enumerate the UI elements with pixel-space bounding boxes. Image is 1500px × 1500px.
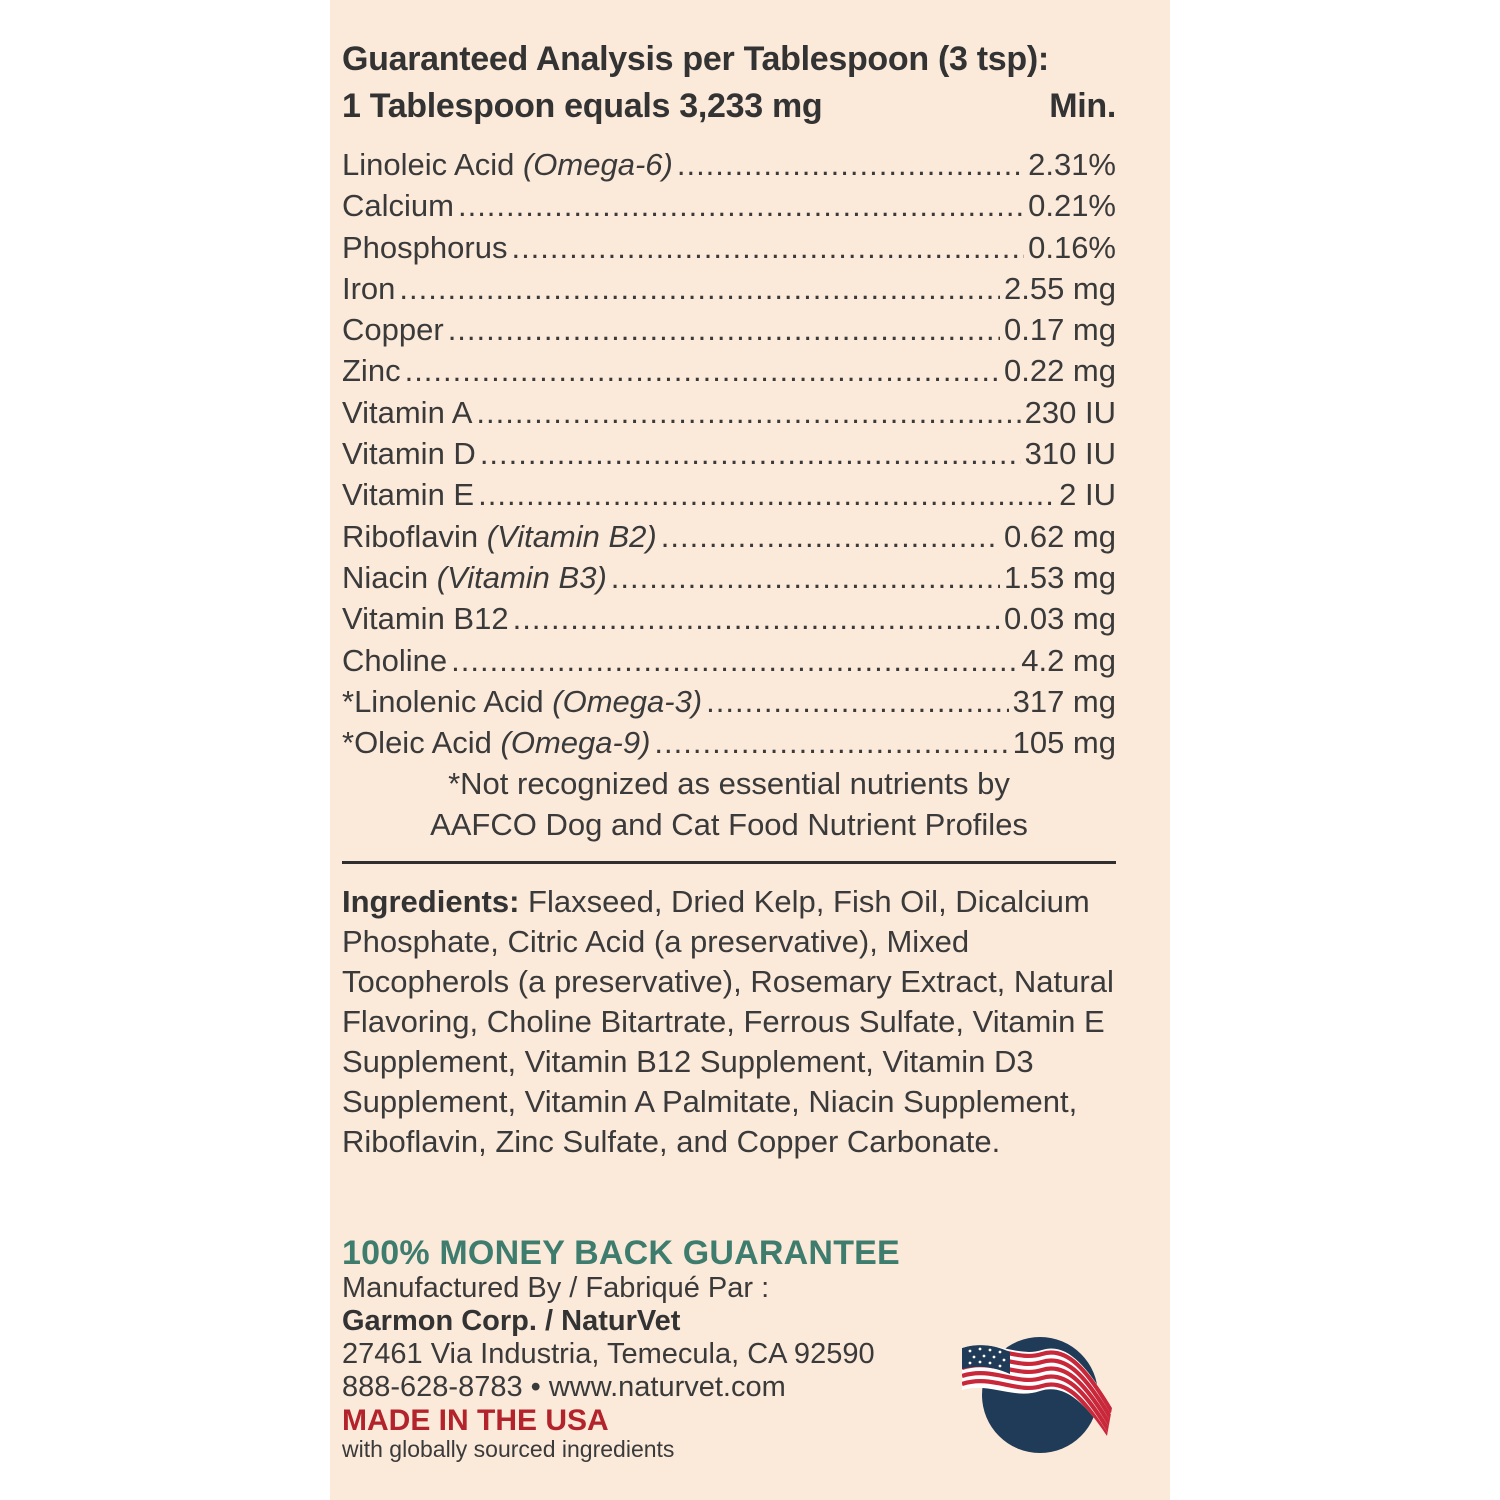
nutrient-label: Phosphorus (342, 229, 508, 265)
analysis-title: Guaranteed Analysis per Tablespoon (3 tsp): (342, 40, 1049, 78)
made-in-usa: MADE IN THE USA (342, 1404, 609, 1437)
nutrient-name (342, 598, 509, 639)
dot-leader (451, 640, 1017, 681)
nutrient-name (342, 392, 472, 433)
nutrient-value: 317 mg (1012, 683, 1116, 719)
nutrient-label: Calcium (342, 188, 454, 224)
nutrient-qualifier: (Vitamin B3) (436, 559, 607, 595)
section-divider (342, 861, 1116, 864)
nutrient-name (342, 350, 401, 391)
manufactured-by: Manufactured By / Fabriqué Par : (342, 1272, 770, 1304)
analysis-row (342, 557, 1116, 598)
dot-leader (405, 350, 1000, 391)
ingredients-label: Ingredients: (342, 884, 520, 920)
nutrient-label: *Oleic Acid (342, 725, 492, 761)
nutrient-label: Riboflavin (342, 518, 479, 554)
analysis-table (342, 144, 1116, 763)
analysis-row (342, 433, 1116, 474)
nutrient-label: Iron (342, 270, 396, 306)
analysis-row (342, 144, 1116, 185)
analysis-row (342, 598, 1116, 639)
nutrient-name (342, 640, 447, 681)
nutrient-name (342, 185, 454, 226)
nutrient-label: Vitamin D (342, 436, 476, 472)
nutrient-qualifier: (Omega-6) (522, 147, 673, 182)
nutrient-name (342, 227, 507, 268)
money-back-guarantee: 100% MONEY BACK GUARANTEE (342, 1234, 900, 1272)
analysis-row (342, 722, 1116, 763)
nutrient-name (342, 681, 702, 722)
nutrient-value: 0.16% (1028, 229, 1116, 265)
dot-leader (478, 474, 1055, 515)
nutrient-label: *Linolenic Acid (342, 683, 544, 719)
nutrient-name (342, 309, 444, 350)
nutrient-label: Niacin (342, 559, 429, 595)
analysis-row (342, 392, 1116, 433)
dot-leader (513, 598, 1000, 639)
footnote-line-1: *Not recognized as essential nutrients by (448, 766, 1010, 802)
nutrient-label: Vitamin B12 (342, 601, 509, 637)
nutrient-value: 4.2 mg (1021, 642, 1116, 678)
nutrient-name (342, 474, 474, 515)
nutrient-name (342, 557, 607, 598)
contact-line: 888-628-8783 • www.naturvet.com (342, 1371, 786, 1403)
nutrient-value: 2.31% (1028, 147, 1116, 182)
nutrient-value: 0.03 mg (1003, 601, 1116, 637)
analysis-row (342, 309, 1116, 350)
analysis-row (342, 185, 1116, 226)
footnote-line-2: AAFCO Dog and Cat Food Nutrient Profiles (430, 807, 1028, 843)
nutrient-name (342, 516, 657, 557)
nutrient-label: Vitamin E (342, 477, 475, 513)
nutrient-label: Choline (342, 642, 448, 678)
dot-leader (706, 681, 1008, 722)
nutrient-name (342, 433, 476, 474)
nutrient-qualifier: (Vitamin B2) (486, 518, 657, 554)
analysis-row (342, 227, 1116, 268)
analysis-row (342, 350, 1116, 391)
dot-leader (677, 144, 1024, 185)
nutrient-qualifier: (Omega-9) (500, 725, 651, 761)
nutrient-name (342, 144, 673, 185)
address: 27461 Via Industria, Temecula, CA 92590 (342, 1338, 875, 1370)
nutrient-value: 0.22 mg (1003, 353, 1116, 389)
nutrient-label: Linoleic Acid (342, 147, 515, 182)
dot-leader (399, 268, 1000, 309)
analysis-row (342, 474, 1116, 515)
nutrient-qualifier: (Omega-3) (552, 683, 703, 719)
nutrient-value: 1.53 mg (1003, 559, 1116, 595)
nutrient-name (342, 722, 650, 763)
nutrient-value: 2 IU (1059, 477, 1116, 513)
nutrient-value: 2.55 mg (1003, 270, 1116, 306)
ingredients-text: Flaxseed, Dried Kelp, Fish Oil, Dicalcium Phosphate, Citric Acid (a preservative), Mixed Tocopherols (a preservative), Rosemary Extract, Natural Flavoring, Choline Bitartrate, Ferrous Sulfate, Vitamin E Supplement, Vitamin B12 Supplement, Vitamin D3 Supplement, Vitamin A Palmitate, Niacin Supplement, Riboflavin, Zinc Sulfate, and Copper Carbonate. (342, 884, 1114, 1160)
analysis-row (342, 640, 1116, 681)
nutrient-label: Vitamin A (342, 394, 473, 430)
label-content (342, 36, 1116, 1162)
dot-leader (611, 557, 1000, 598)
dot-leader (458, 185, 1024, 226)
min-label: Min. (1049, 87, 1116, 125)
analysis-row (342, 681, 1116, 722)
nutrient-name (342, 268, 395, 309)
analysis-footnote (342, 763, 1116, 845)
nutrient-value: 0.62 mg (1003, 518, 1116, 554)
analysis-subtitle: 1 Tablespoon equals 3,233 mg (342, 87, 823, 125)
dot-leader (448, 309, 1000, 350)
analysis-subtitle-row (342, 83, 1116, 130)
nutrient-value: 310 IU (1024, 436, 1116, 472)
dot-leader (661, 516, 1000, 557)
nutrient-label: Zinc (342, 353, 401, 389)
nutrient-value: 0.17 mg (1003, 312, 1116, 348)
company-name: Garmon Corp. / NaturVet (342, 1305, 681, 1337)
nutrient-label: Copper (342, 312, 444, 348)
nutrient-value: 230 IU (1024, 394, 1116, 430)
dot-leader (511, 227, 1024, 268)
analysis-row (342, 516, 1116, 557)
nutrient-value: 0.21% (1028, 188, 1116, 224)
nutrient-value: 105 mg (1012, 725, 1116, 761)
analysis-row (342, 268, 1116, 309)
ingredients-block (342, 882, 1116, 1162)
dot-leader (654, 722, 1008, 763)
dot-leader (476, 392, 1020, 433)
dot-leader (480, 433, 1021, 474)
globally-sourced-note: with globally sourced ingredients (342, 1436, 675, 1462)
manufacturer-info (342, 1272, 875, 1404)
usa-flag-badge-icon (962, 1336, 1112, 1454)
